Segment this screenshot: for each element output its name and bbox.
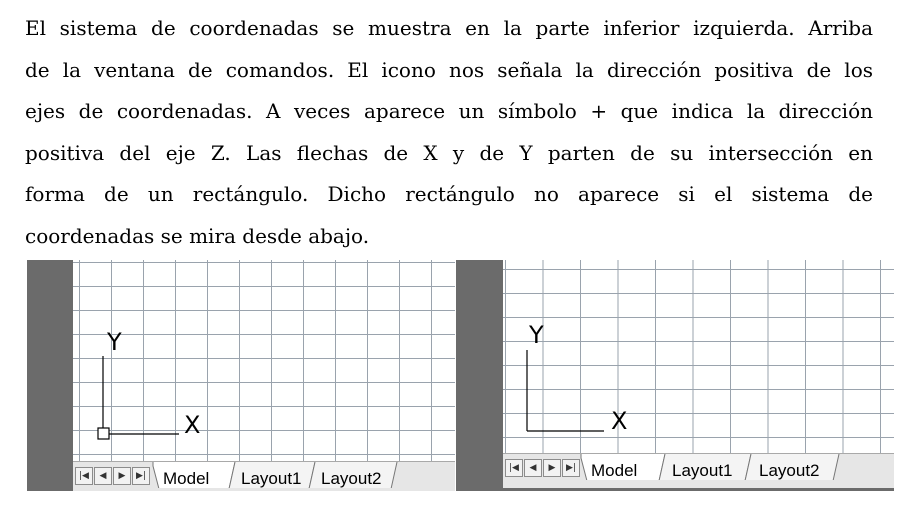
paragraph-line: de la ventana de comandos. El icono nos señala la dirección positiva de los	[25, 57, 873, 82]
tab-layout2[interactable]: Layout2	[321, 469, 382, 488]
layout-tab-bar	[73, 461, 455, 491]
next-icon[interactable]: ▶	[543, 459, 561, 477]
y-axis-label: Y	[107, 328, 122, 356]
tab-navigation	[75, 467, 151, 485]
paragraph-line: El sistema de coordenadas se muestra en la parte inferior izquierda. Arriba	[25, 16, 873, 40]
tab-layout2[interactable]: Layout2	[759, 461, 820, 480]
layout-tabs	[579, 454, 894, 480]
status-divider	[456, 488, 894, 491]
x-axis-label: X	[184, 411, 201, 439]
layout-tab-bar	[503, 453, 894, 491]
tab-model[interactable]: Model	[591, 461, 638, 480]
first-icon[interactable]: |◀	[505, 459, 523, 477]
explanation-paragraph	[25, 8, 873, 257]
prev-icon[interactable]: ◀	[524, 459, 542, 477]
paragraph-line: coordenadas se mira desde abajo.	[25, 223, 370, 248]
tab-layout1[interactable]: Layout1	[672, 461, 733, 480]
tab-model[interactable]: Model	[163, 469, 210, 488]
tab-layout1[interactable]: Layout1	[241, 469, 302, 488]
x-axis-label: X	[611, 407, 628, 435]
origin-square-icon	[98, 428, 109, 439]
first-icon[interactable]: |◀	[75, 467, 93, 485]
drawing-area-without-ucs-square	[456, 260, 894, 491]
paragraph-line: positiva del eje Z. Las flechas de X y de Y parten de su intersección en	[25, 140, 873, 165]
layout-tabs	[151, 462, 455, 488]
next-icon[interactable]: ▶	[113, 467, 131, 485]
last-icon[interactable]: ▶|	[562, 459, 580, 477]
ucs-icon	[27, 260, 455, 491]
tab-navigation	[505, 459, 581, 477]
drawing-area-with-ucs-square	[27, 260, 455, 491]
paragraph-line: ejes de coordenadas. A veces aparece un símbolo + que indica la dirección	[25, 99, 873, 123]
y-axis-label: Y	[529, 321, 544, 349]
last-icon[interactable]: ▶|	[132, 467, 150, 485]
prev-icon[interactable]: ◀	[94, 467, 112, 485]
paragraph-line: forma de un rectángulo. Dicho rectángulo no aparece si el sistema de	[25, 182, 873, 206]
